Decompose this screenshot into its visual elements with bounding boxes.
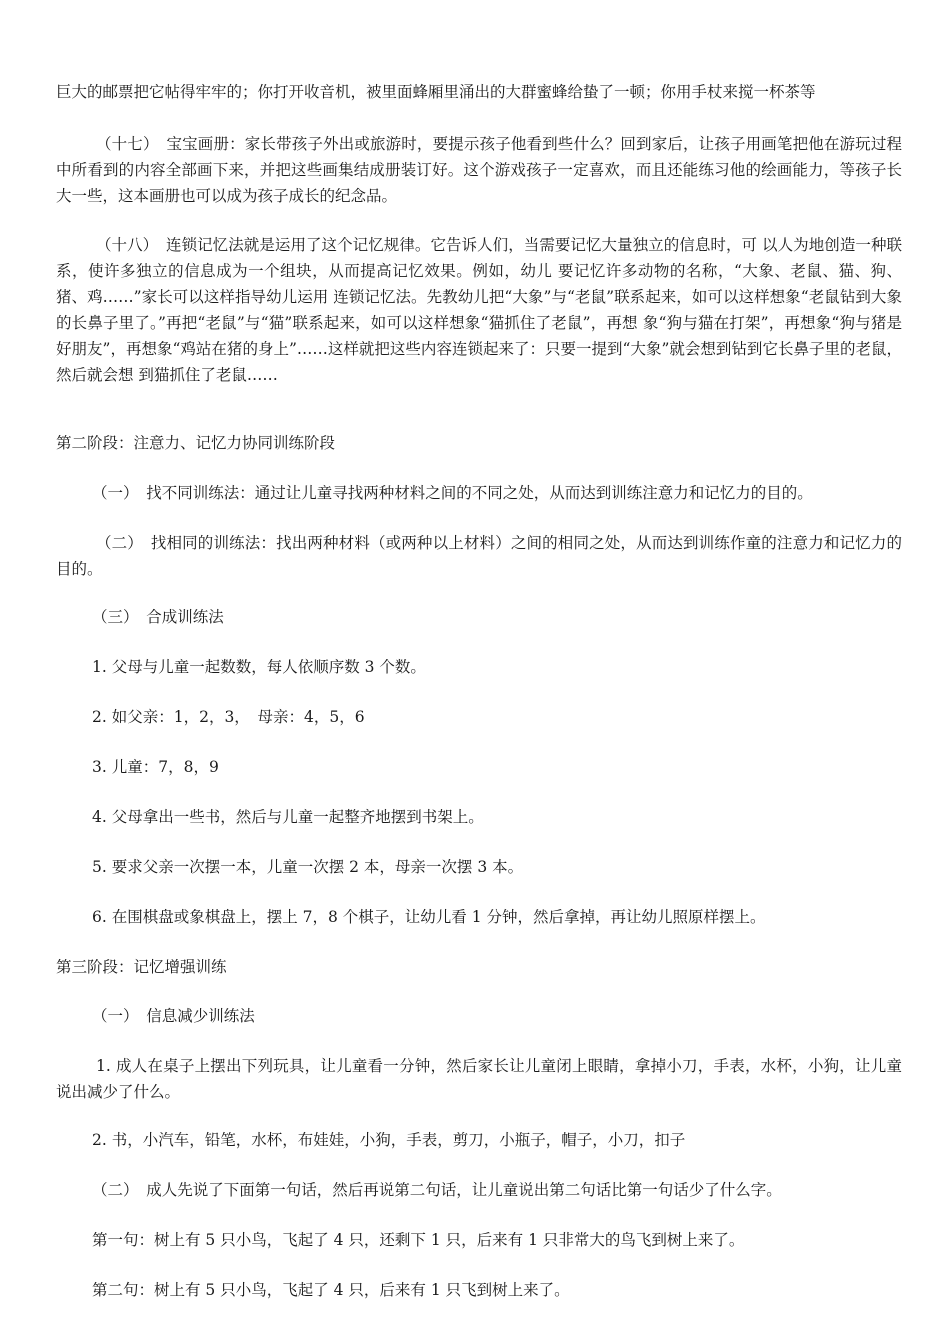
stage2-item-2: 2. 如父亲：1，2，3， 母亲：4，5，6: [92, 708, 365, 726]
stage2-method-1: （一） 找不同训练法：通过让儿童寻找两种材料之间的不同之处，从而达到训练注意力和记忆力的目的。: [92, 484, 813, 502]
stage2-item-5: 5. 要求父亲一次摆一本，儿童一次摆 2 本，母亲一次摆 3 本。: [92, 858, 524, 876]
stage2-item-4: 4. 父母拿出一些书，然后与儿童一起整齐地摆到书架上。: [92, 808, 484, 826]
stage2-item-1: 1. 父母与儿童一起数数，每人依顺序数 3 个数。: [92, 658, 426, 676]
stage2-method-2: （二） 找相同的训练法：找出两种材料（或两种以上材料）之间的相同之处，从而达到训练作童的注意力和记忆力的目的。: [56, 534, 902, 578]
paragraph-continuation: 巨大的邮票把它帖得牢牢的；你打开收音机，被里面蜂厢里涌出的大群蜜蜂给蛰了一顿；你用手杖来搅一杯茶等: [56, 83, 816, 101]
stage3-method-1: （一） 信息减少训练法: [92, 1007, 255, 1025]
paragraph-18: （十八） 连锁记忆法就是运用了这个记忆规律。它告诉人们，当需要记忆大量独立的信息时，可 以人为地创造一种联系，使许多独立的信息成为一个组块，从而提高记忆效果。例如，幼儿 要记忆许多动物的名称，“大象、老鼠、猫、狗、猪、鸡……”家长可以这样指导幼儿运用 连锁记忆法。先教幼儿把“大象”与“老鼠”联系起来，如可以这样想象“老鼠钻到大象的长鼻子里了。”再把“老鼠”与“猫”联系起来，如可以这样想象“猫抓住了老鼠”，再想 象“狗与猫在打架”，再想象“狗与猪是好朋友”，再想象“鸡站在猪的身上”……这样就把这些内容连锁起来了：只要一提到“大象”就会想到钻到它长鼻子里的老鼠，然后就会想 到猫抓住了老鼠……: [56, 236, 902, 384]
stage2-heading: 第二阶段：注意力、记忆力协同训练阶段: [56, 434, 336, 452]
sentence-one: 第一句：树上有 5 只小鸟，飞起了 4 只，还剩下 1 只，后来有 1 只非常大的鸟飞到树上来了。: [92, 1231, 745, 1249]
paragraph-17: （十七） 宝宝画册：家长带孩子外出或旅游时，要提示孩子他看到些什么？回到家后，让孩子用画笔把他在游玩过程中所看到的内容全部画下来，并把这些画集结成册装订好。这个游戏孩子一定喜欢，而且还能练习他的绘画能力，等孩子长大一些，这本画册也可以成为孩子成长的纪念品。: [56, 135, 902, 205]
stage3-method-2: （二） 成人先说了下面第一句话，然后再说第二句话，让儿童说出第二句话比第一句话少了什么字。: [92, 1181, 782, 1199]
stage2-method-3: （三） 合成训练法: [92, 608, 224, 626]
stage2-item-3: 3. 儿童：7，8，9: [92, 758, 219, 776]
stage3-item-2: 2. 书，小汽车，铅笔，水杯，布娃娃，小狗，手表，剪刀，小瓶子，帽子，小刀，扣子: [92, 1131, 686, 1149]
stage3-heading: 第三阶段：记忆增强训练: [56, 958, 227, 976]
sentence-two: 第二句：树上有 5 只小鸟，飞起了 4 只，后来有 1 只飞到树上来了。: [92, 1281, 570, 1299]
stage2-item-6: 6. 在围棋盘或象棋盘上，摆上 7，8 个棋子，让幼儿看 1 分钟，然后拿掉，再让幼儿照原样摆上。: [92, 908, 766, 926]
stage3-item-1: 1. 成人在桌子上摆出下列玩具，让儿童看一分钟，然后家长让儿童闭上眼睛，拿掉小刀，手表，水杯，小狗，让儿童说出减少了什么。: [56, 1057, 902, 1101]
